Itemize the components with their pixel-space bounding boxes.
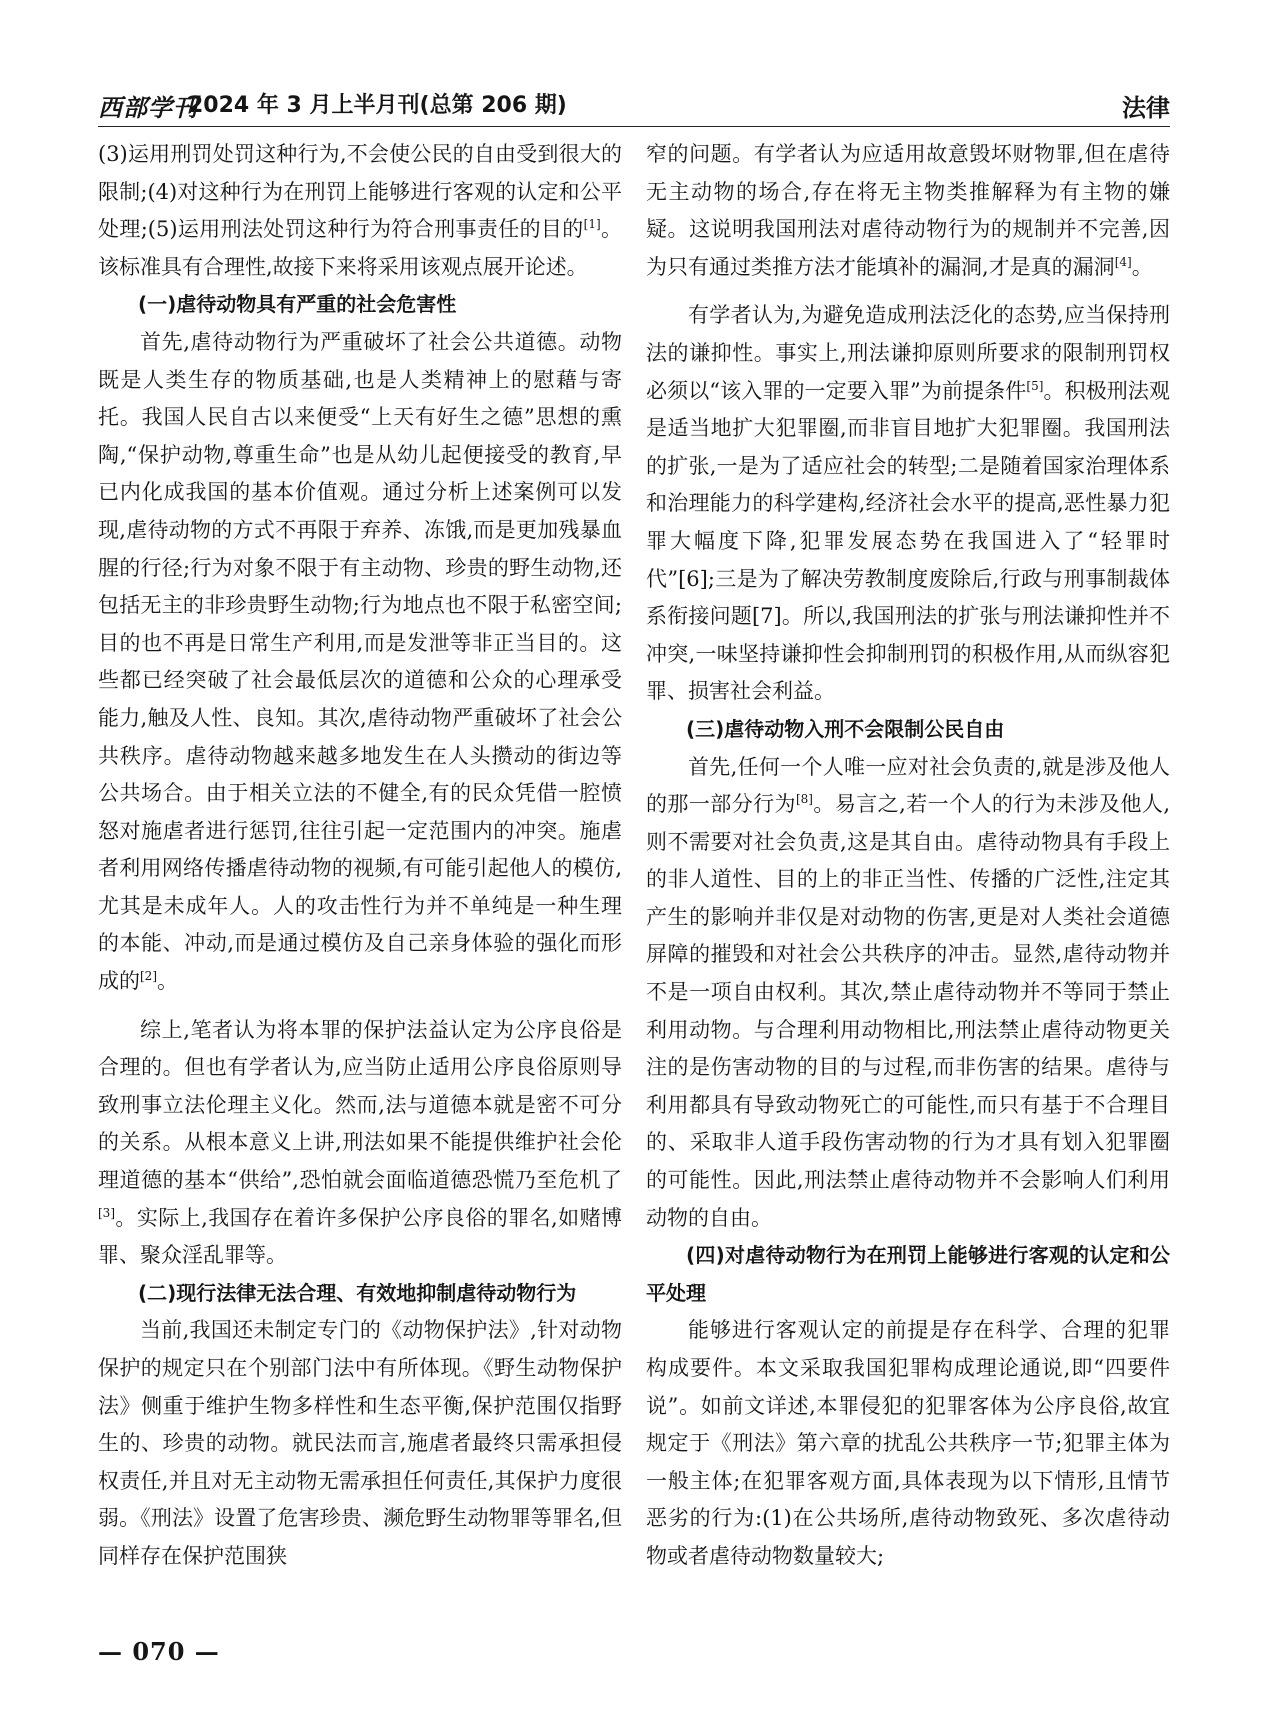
paragraph-text: 。积极刑法观是适当地扩大犯罪圈,而非盲目地扩大犯罪圈。我国刑法的扩张,一是为了适应社会的转型;二是随着国家治理体系和治理能力的科学建构,经济社会水平的提高,恶性暴力犯罪大幅度下降,犯罪发展态势在我国进入了“轻罪时代”[6];三是为了解决劳教制度废除后,行政与刑事制裁体系衔接问题[7]。所以,我国刑法的扩张与刑法谦抑性并不冲突,一味坚持谦抑性会抑制刑罚的积极作用,从而纵容犯罪、损害社会利益。 xyxy=(646,378,1170,704)
paragraph-text: 。 xyxy=(1131,254,1153,279)
paragraph-text: 。实际上,我国存在着许多保护公序良俗的罪名,如赌博罪、聚众淫乱罪等。 xyxy=(98,1205,622,1268)
running-header xyxy=(98,84,1170,124)
header-rule xyxy=(98,126,1170,127)
paragraph-text: 当前,我国还未制定专门的《动物保护法》,针对动物保护的规定只在个别部门法中有所体现。《野生动物保护法》侧重于维护生物多样性和生态平衡,保护范围仅指野生的、珍贵的动物。就民法而言,施虐者最终只需承担侵权责任,并且对无主动物无需承担任何责任,其保护力度很弱。《刑法》设置了危害珍贵、濒危野生动物罪等罪名,但同样存在保护范围狭 xyxy=(98,1318,622,1568)
body-paragraph xyxy=(646,297,1170,711)
left-column xyxy=(98,136,622,1616)
section-name: 法律 xyxy=(1122,94,1170,122)
right-column xyxy=(646,136,1170,1616)
body-paragraph xyxy=(98,1012,622,1275)
paragraph-text: 综上,笔者认为将本罪的保护法益认定为公序良俗是合理的。但也有学者认为,应当防止适用公序良俗原则导致刑事立法伦理主义化。然而,法与道德本就是密不可分的关系。从根本意义上讲,刑法如果不能提供维护社会伦理道德的基本“供给”,恐怕就会面临道德恐慌乃至危机了 xyxy=(98,1017,622,1193)
paragraph-text: 。该标准具有合理性,故接下来将采用该观点展开论述。 xyxy=(98,217,622,279)
citation-mark: [5] xyxy=(1026,378,1044,393)
paragraph-text: 。 xyxy=(157,969,178,994)
citation-mark: [2] xyxy=(140,969,157,984)
citation-mark: [1] xyxy=(583,217,601,232)
body-paragraph xyxy=(646,749,1170,1238)
section-heading: (一)虐待动物具有严重的社会危害性 xyxy=(138,292,457,317)
paragraph-text: 窄的问题。有学者认为应适用故意毁坏财物罪,但在虐待无主动物的场合,存在将无主物类推解释为有主物的嫌疑。这说明我国刑法对虐待动物行为的规制并不完善,因为只有通过类推方法才能填补的漏洞,才是真的漏洞 xyxy=(646,142,1170,279)
section-heading: (四)对虐待动物行为在刑罚上能够进行客观的认定和公平处理 xyxy=(646,1243,1170,1305)
paragraph-text: 首先,虐待动物行为严重破坏了社会公共道德。动物既是人类生存的物质基础,也是人类精神上的慰藉与寄托。我国人民自古以来便受“上天有好生之德”思想的熏陶,“保护动物,尊重生命”也是从幼儿起便接受的教育,早已内化成我国的基本价值观。通过分析上述案例可以发现,虐待动物的方式不再限于弃养、冻饿,而是更加残暴血腥的行径;行为对象不限于有主动物、珍贵的野生动物,还包括无主的非珍贵野生动物;行为地点也不限于私密空间;目的也不再是日常生产利用,而是发泄等非正当目的。这些都已经突破了社会最低层次的道德和公众的心理承受能力,触及人性、良知。其次,虐待动物严重破坏了社会公共秩序。虐待动物越来越多地发生在人头攒动的街边等公共场合。由于相关立法的不健全,有的民众凭借一腔愤怒对施虐者进行惩罚,往往引起一定范围内的冲突。施虐者利用网络传播虐待动物的视频,有可能引起他人的模仿,尤其是未成年人。人的攻击性行为并不单纯是一种生理的本能、冲动,而是通过模仿及自己亲身体验的强化而形成的 xyxy=(98,329,622,994)
paragraph-text: 首先,任何一个人唯一应对社会负责的,就是涉及他人的那一部分行为 xyxy=(646,754,1170,817)
journal-logo: 西部学刊 xyxy=(98,93,198,122)
issue-info: 2024 年 3 月上半月刊(总第 206 期) xyxy=(188,93,567,118)
body-paragraph xyxy=(646,136,1170,286)
paragraph-text: 。易言之,若一个人的行为未涉及他人,则不需要对社会负责,这是其自由。虐待动物具有手段上的非人道性、目的上的非正当性、传播的广泛性,注定其产生的影响并非仅是对动物的伤害,更是对人类社会道德屏障的摧毁和对社会公共秩序的冲击。显然,虐待动物并不是一项自由权利。其次,禁止虐待动物并不等同于禁止利用动物。与合理利用动物相比,刑法禁止虐待动物更关注的是伤害动物的目的与过程,而非伤害的结果。虐待与利用都具有导致动物死亡的可能性,而只有基于不合理目的、采取非人道手段伤害动物的行为才具有划入犯罪圈的可能性。因此,刑法禁止虐待动物并不会影响人们利用动物的自由。 xyxy=(646,792,1170,1230)
paragraph-text: 能够进行客观认定的前提是存在科学、合理的犯罪构成要件。本文采取我国犯罪构成理论通说,即“四要件说”。如前文详述,本罪侵犯的犯罪客体为公序良俗,故宜规定于《刑法》第六章的扰乱公共秩序一节;犯罪主体为一般主体;在犯罪客观方面,具体表现为以下情形,且情节恶劣的行为:(1)在公共场所,虐待动物致死、多次虐待动物或者虐待动物数量较大; xyxy=(646,1318,1170,1568)
section-heading: (二)现行法律无法合理、有效地抑制虐待动物行为 xyxy=(138,1280,577,1305)
body-paragraph xyxy=(98,1312,622,1575)
page-number: — 070 — xyxy=(98,1637,220,1666)
citation-mark: [3] xyxy=(98,1205,115,1220)
citation-mark: [4] xyxy=(1114,254,1132,269)
section-heading: (三)虐待动物入刑不会限制公民自由 xyxy=(686,716,1005,741)
paragraph-text: 有学者认为,为避免造成刑法泛化的态势,应当保持刑法的谦抑性。事实上,刑法谦抑原则所要求的限制刑罚权必须以“该入罪的一定要入罪”为前提条件 xyxy=(646,303,1170,403)
body-paragraph xyxy=(98,136,622,286)
citation-mark: [8] xyxy=(795,792,813,807)
body-paragraph xyxy=(646,1312,1170,1575)
body-paragraph xyxy=(98,324,622,1001)
paragraph-text: (3)运用刑罚处罚这种行为,不会使公民的自由受到很大的限制;(4)对这种行为在刑罚上能够进行客观的认定和公平处理;(5)运用刑法处罚这种行为符合刑事责任的目的 xyxy=(98,142,622,242)
